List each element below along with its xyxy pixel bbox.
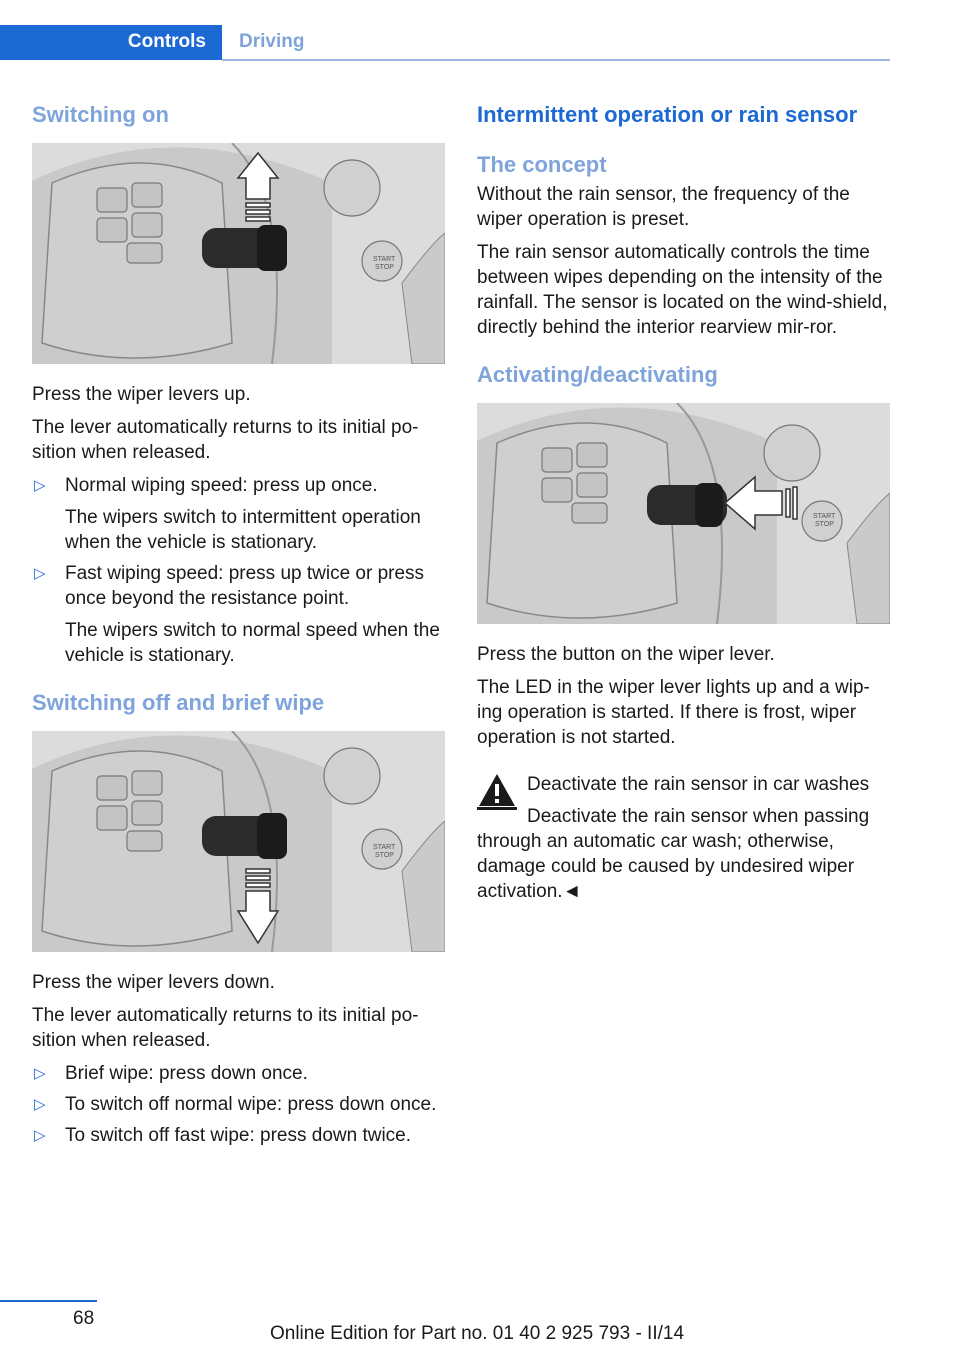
list-item-text: Normal wiping speed: press up once. [65, 475, 378, 496]
svg-text:START: START [813, 513, 836, 520]
list-switching-off [32, 1061, 445, 1148]
list-item-note: The wipers switch to normal speed when the vehicle is stationary. [65, 620, 440, 666]
list-item [32, 1061, 445, 1086]
edition-note: Online Edition for Part no. 01 40 2 925 793 - II/14 [269, 1323, 685, 1344]
text-lever-returns-1: The lever automatically returns to its initial po-sition when released. [32, 417, 419, 463]
svg-text:STOP: STOP [375, 852, 394, 859]
bullet-triangle-icon: ▷ [34, 1096, 46, 1113]
list-item [32, 1092, 445, 1117]
text-press-down: Press the wiper levers down. [32, 972, 275, 993]
bullet-triangle-icon: ▷ [34, 565, 46, 582]
text-concept-2: The rain sensor automatically controls the time between wipes depending on the intensity of the rainfall. The sensor is located on the wind-shield, directly behind the interior rearview mir-ror. [477, 242, 888, 338]
text-lever-returns-2: The lever automatically returns to its initial po-sition when released. [32, 1005, 419, 1051]
tab-driving[interactable]: Driving [239, 31, 305, 52]
bullet-triangle-icon: ▷ [34, 1127, 46, 1144]
illustration-wiper-lever-up [32, 143, 445, 364]
list-switching-on [32, 473, 445, 668]
illustration-wiper-lever-down [32, 731, 445, 952]
heading-intermittent: Intermittent operation or rain sensor [477, 102, 858, 127]
list-item [32, 1123, 445, 1148]
warning-title: Deactivate the rain sensor in car washes [527, 774, 870, 795]
bullet-triangle-icon: ▷ [34, 477, 46, 494]
text-press-button: Press the button on the wiper lever. [477, 644, 775, 665]
heading-concept: The concept [477, 152, 607, 177]
svg-text:STOP: STOP [375, 264, 394, 271]
left-column [32, 98, 445, 1156]
svg-text:START: START [373, 844, 396, 851]
text-led: The LED in the wiper lever lights up and a wip-ing operation is started. If there is frost, wiper operation is not started. [477, 677, 870, 748]
list-item-text: To switch off normal wipe: press down once. [65, 1094, 437, 1115]
header-rule [222, 59, 890, 61]
text-press-up: Press the wiper levers up. [32, 384, 251, 405]
warning-box [477, 772, 890, 904]
page-number: 68 [73, 1308, 95, 1329]
text-concept-1: Without the rain sensor, the frequency of the wiper operation is preset. [477, 184, 850, 230]
list-item-text: Brief wipe: press down once. [65, 1063, 308, 1084]
bullet-triangle-icon: ▷ [34, 1065, 46, 1082]
tab-controls[interactable]: Controls [0, 25, 222, 60]
heading-switching-off: Switching off and brief wipe [32, 690, 325, 715]
list-item [32, 473, 445, 555]
footer-rule [0, 1300, 97, 1302]
heading-activating: Activating/deactivating [477, 362, 718, 387]
warning-triangle-icon [477, 772, 517, 810]
svg-text:START: START [373, 256, 396, 263]
list-item-note: The wipers switch to intermittent operation when the vehicle is stationary. [65, 507, 421, 553]
list-item-text: To switch off fast wipe: press down twice. [65, 1125, 412, 1146]
illustration-rain-sensor-button [477, 403, 890, 624]
warning-body: Deactivate the rain sensor when passing through an automatic car wash; otherwise, damage could be caused by undesired wiper activation.◄ [477, 806, 870, 902]
right-column [477, 98, 890, 904]
heading-switching-on: Switching on [32, 102, 169, 127]
svg-text:STOP: STOP [815, 521, 834, 528]
page-header [0, 25, 890, 62]
list-item-text: Fast wiping speed: press up twice or press once beyond the resistance point. [65, 563, 425, 609]
list-item [32, 561, 445, 668]
